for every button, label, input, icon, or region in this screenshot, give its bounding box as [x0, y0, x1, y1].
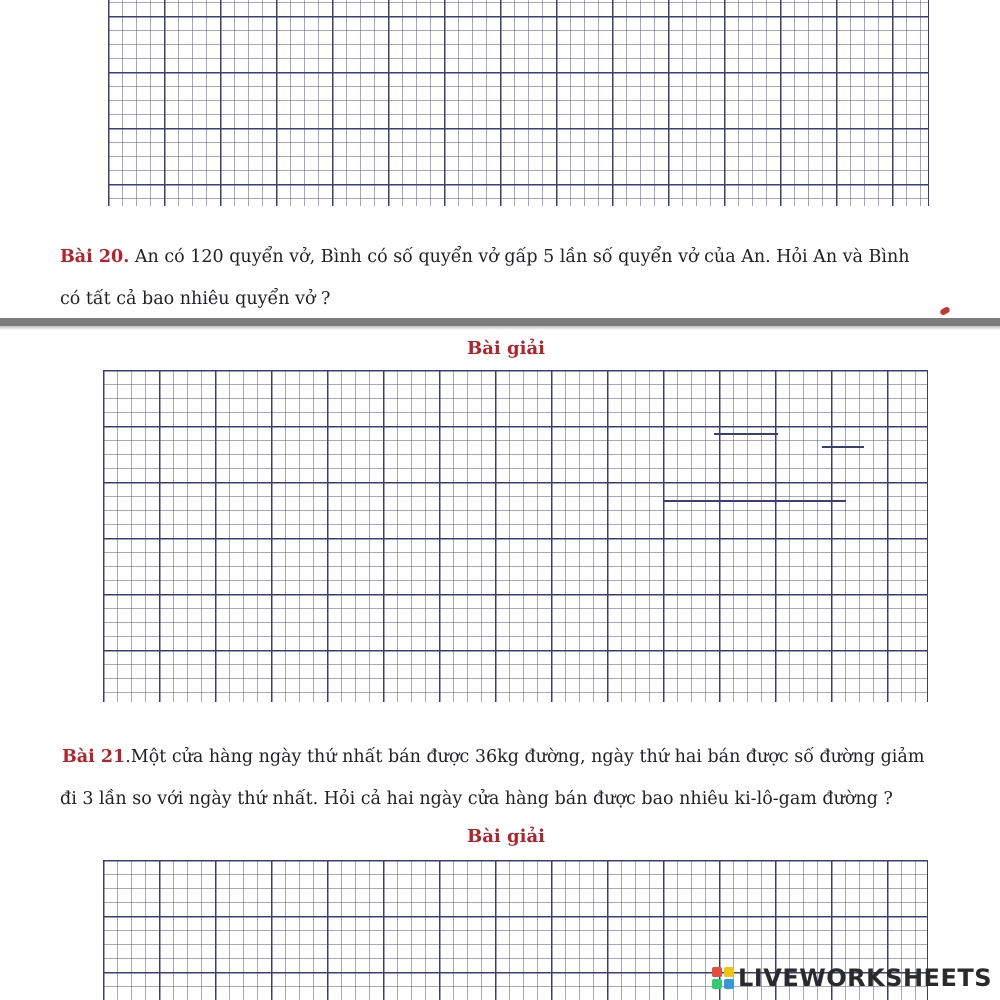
- grid-mark-2: [822, 446, 864, 448]
- problem-21-line-2: đi 3 lần so với ngày thứ nhất. Hỏi cả hai ngày cửa hàng bán được bao nhiêu ki-lô-gam đường ?: [60, 789, 893, 809]
- liveworksheets-logo: [712, 964, 992, 992]
- red-mark: [939, 306, 951, 316]
- logo-square-red: [712, 967, 722, 977]
- grid-mark-3: [664, 500, 846, 502]
- page-divider: [0, 318, 1000, 326]
- problem-21-line-1: [62, 737, 924, 777]
- solution-21-heading: Bài giải: [467, 826, 545, 847]
- page-divider-shadow: [0, 326, 1000, 330]
- grid-mark-1: [714, 433, 778, 435]
- answer-grid-problem-20[interactable]: [103, 370, 928, 702]
- liveworksheets-icon: [712, 967, 734, 989]
- problem-20-line-2: có tất cả bao nhiêu quyển vở ?: [60, 289, 331, 309]
- logo-square-blue: [724, 979, 734, 989]
- problem-21-label: Bài 21: [62, 747, 126, 767]
- answer-grid-top: [108, 0, 929, 206]
- problem-20-label: Bài 20.: [60, 247, 130, 267]
- liveworksheets-wordmark: LIVEWORKSHEETS: [738, 964, 992, 992]
- logo-square-yellow: [724, 967, 734, 977]
- solution-20-heading: Bài giải: [467, 338, 545, 359]
- problem-20-line-1: [60, 237, 910, 277]
- logo-square-green: [712, 979, 722, 989]
- problem-20-text-1: An có 120 quyển vở, Bình có số quyển vở gấp 5 lần số quyển vở của An. Hỏi An và Bình: [129, 247, 910, 267]
- problem-21-text-1: .Một cửa hàng ngày thứ nhất bán được 36kg đường, ngày thứ hai bán được số đường giảm: [125, 747, 925, 767]
